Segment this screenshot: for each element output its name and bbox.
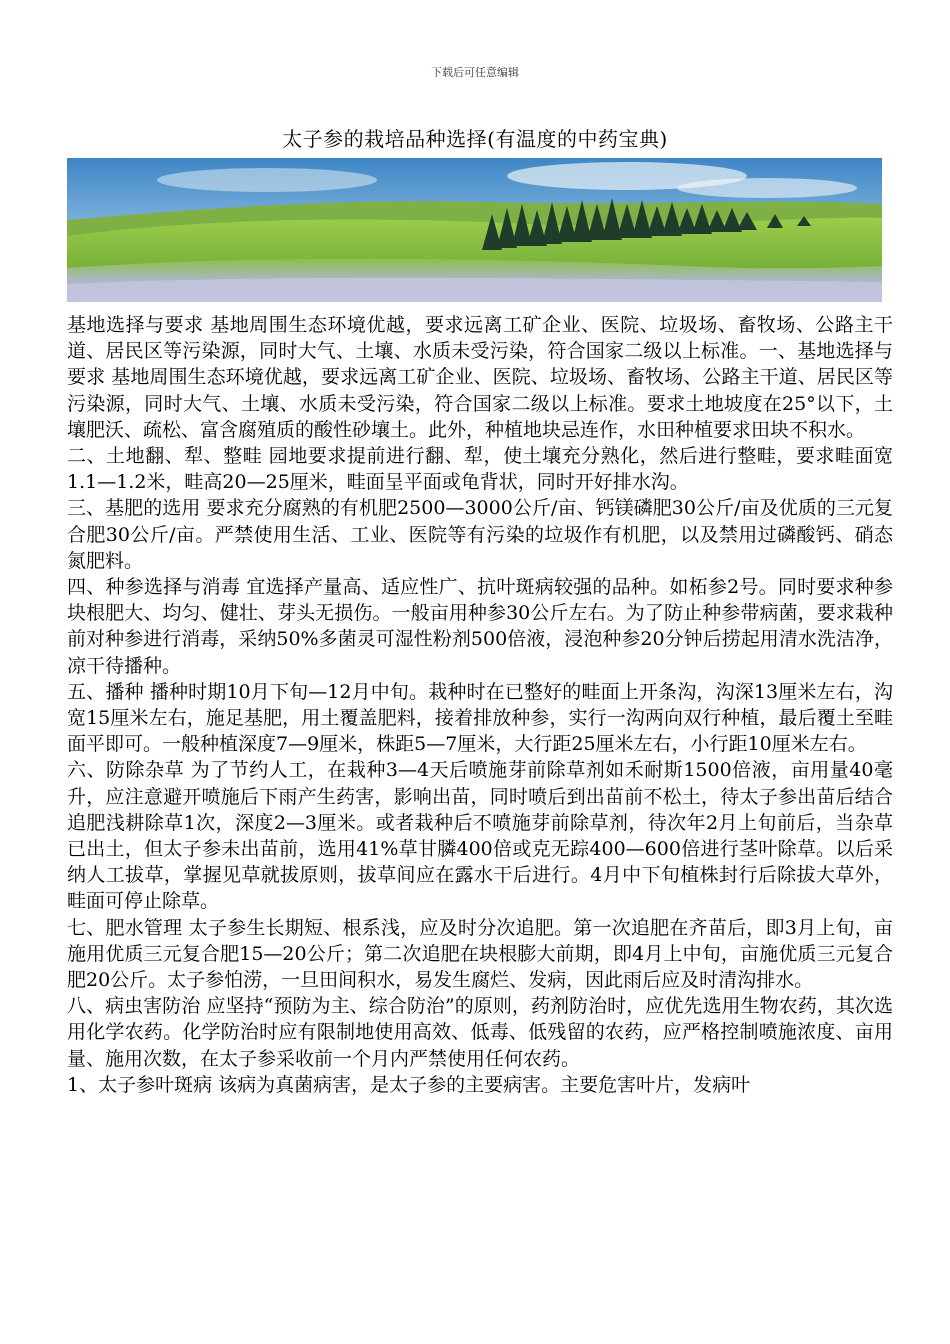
paragraph-sowing: 五、播种 播种时期10月下旬—12月中旬。栽种时在已整好的畦面上开条沟，沟深13厘米左右，沟宽15厘米左右，施足基肥，用土覆盖肥料，接着排放种参，实行一沟两向双行种植，最后覆土至畦面平即可。一般种植深度7—9厘米，株距5—7厘米，大行距25厘米左右，小行距10厘米左右。 [67, 680, 893, 756]
document-body [67, 312, 893, 1098]
paragraph-pest-control: 八、病虫害防治 应坚持“预防为主、综合防治”的原则，药剂防治时，应优先选用生物农药，其次选用化学农药。化学防治时应有限制地使用高效、低毒、低残留的农药，应严格控制喷施浓度、亩用量、施用次数，在太子参采收前一个月内严禁使用任何农药。 [67, 995, 893, 1070]
paragraph-fertilizer-water: 七、肥水管理 太子参生长期短、根系浅，应及时分次追肥。第一次追肥在齐苗后，即3月上旬，亩施用优质三元复合肥15—20公斤；第二次追肥在块根膨大前期，即4月上中旬，亩施优质三元复合肥20公斤。太子参怕涝，一旦田间积水，易发生腐烂、发病，因此雨后应及时清沟排水。 [67, 916, 893, 992]
download-note: 下载后可任意编辑 [431, 66, 519, 79]
document-title: 太子参的栽培品种选择(有温度的中药宝典) [282, 127, 668, 151]
paragraph-base-selection: 基地选择与要求 基地周围生态环境优越，要求远离工矿企业、医院、垃圾场、畜牧场、公路主干道、居民区等污染源，同时大气、土壤、水质未受污染，符合国家二级以上标准。一、基地选择与要求 基地周围生态环境优越，要求远离工矿企业、医院、垃圾场、畜牧场、公路主干道、居民区等污染源，同时大气、土壤、水质未受污染，符合国家二级以上标准。要求土地坡度在25°以下，土壤肥沃、疏松、富含腐殖质的酸性砂壤土。此外，种植地块忌连作，水田种植要求田块不积水。 [67, 314, 893, 441]
paragraph-leaf-spot: 1、太子参叶斑病 该病为真菌病害，是太子参的主要病害。主要危害叶片，发病叶 [67, 1073, 751, 1096]
paragraph-base-fertilizer: 三、基肥的选用 要求充分腐熟的有机肥2500—3000公斤/亩、钙镁磷肥30公斤/亩及优质的三元复合肥30公斤/亩。严禁使用生活、工业、医院等有污染的垃圾作有机肥，以及禁用过磷酸钙、硝态氮肥料。 [67, 497, 893, 572]
paragraph-land-preparation: 二、土地翻、犁、整畦 园地要求提前进行翻、犁，使土壤充分熟化，然后进行整畦，要求畦面宽1.1—1.2米，畦高20—25厘米，畦面呈平面或龟背状，同时开好排水沟。 [67, 445, 893, 494]
paragraph-weed-control: 六、防除杂草 为了节约人工，在栽种3—4天后喷施芽前除草剂如禾耐斯1500倍液，亩用量40毫升，应注意避开喷施后下雨产生药害，影响出苗，同时喷后到出苗前不松土，待太子参出苗后结合追肥浅耕除草1次，深度2—3厘米。或者栽种后不喷施芽前除草剂，待次年2月上旬前后，当杂草已出土，但太子参未出苗前，选用41%草甘膦400倍或克无踪400—600倍进行茎叶除草。以后采纳人工拔草，掌握见草就拔原则，拔草间应在露水干后进行。4月中下旬植株封行后除拔大草外，畦面可停止除草。 [67, 759, 893, 913]
paragraph-seed-selection: 四、种参选择与消毒 宜选择产量高、适应性广、抗叶斑病较强的品种。如柘参2号。同时要求种参块根肥大、均匀、健壮、芽头无损伤。一般亩用种参30公斤左右。为了防止种参带病菌，要求栽种前对种参进行消毒，采纳50%多菌灵可湿性粉剂500倍液，浸泡种参20分钟后捞起用清水洗洁净，凉干待播种。 [67, 576, 893, 677]
landscape-illustration [67, 158, 882, 302]
landscape-banner-image [67, 158, 882, 302]
